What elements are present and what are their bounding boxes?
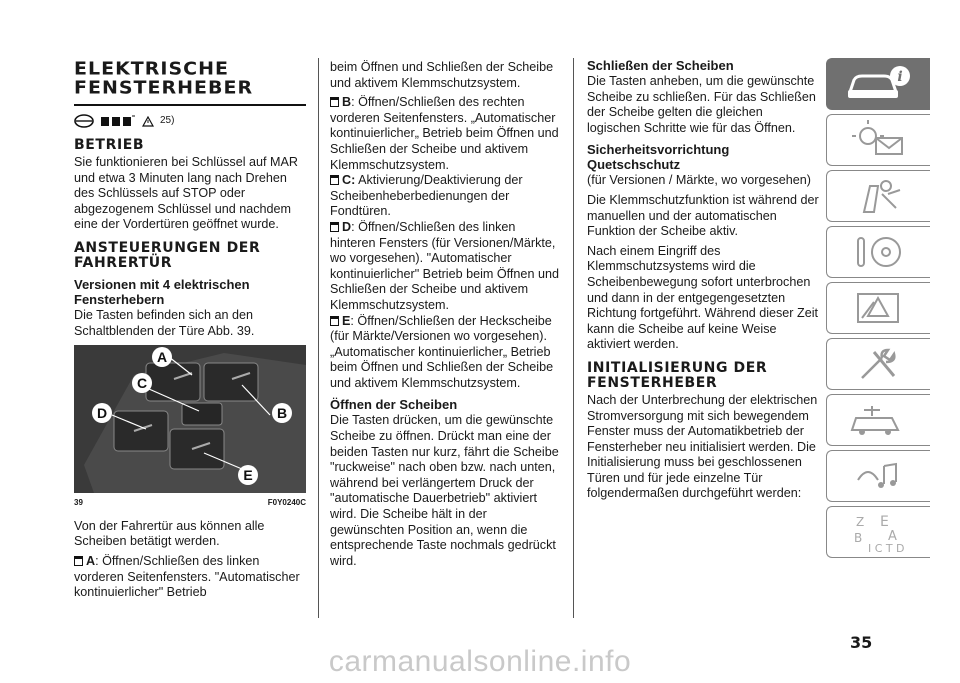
tab-multimedia[interactable] (826, 450, 930, 502)
chapter-tabs (826, 58, 930, 562)
warning-lights-icon (844, 120, 914, 160)
svg-text:A: A (887, 529, 897, 544)
sicherheit-text-2: Nach einem Eingriff des Klemmschutzsystems wird die Scheibenbewegung sofort unterbrochen und dann in der entgegengesetzten Richtung fortgeführt. Während dieser Zeit kann die Scheibe auf keine Weise aktiviert werden. (587, 243, 818, 352)
svg-text:Z: Z (855, 515, 864, 529)
page-number: 35 (850, 633, 873, 652)
von-text: Von der Fahrertür aus können alle Scheiben betätigt werden. (74, 518, 265, 549)
figure-number: 39 (74, 498, 83, 508)
svg-text:E: E (879, 514, 889, 530)
heading-versionen: Versionen mit 4 elektrischen Fensterhebern (74, 276, 250, 307)
column-3 (587, 58, 819, 506)
car-info-icon (844, 64, 914, 104)
tab-safety[interactable] (826, 170, 930, 222)
window-switch-icon (100, 114, 136, 128)
maintenance-tools-icon (844, 344, 914, 384)
button-bullet-icon (330, 316, 339, 326)
button-bullet-icon (330, 97, 339, 107)
heading-oeffnen: Öffnen der Scheiben (330, 397, 458, 413)
sicherheit-text-1: Die Klemmschutzfunktion ist während der manuellen und der automatischen Funktion der Scheibe aktiv. (587, 192, 819, 239)
svg-text:i: i (896, 69, 903, 85)
tab-technical-data[interactable] (826, 394, 930, 446)
steering-key-icon (844, 232, 914, 272)
heading-betrieb: BETRIEB (74, 137, 145, 153)
item-e: E: Öffnen/Schließen der Heckscheibe (für Märkte/Versionen wo vorgesehen). „Automatischer kontinuierlicher„ Betrieb beim Öffnen und Schließen der Scheibe und aktivem Klemmschutzsystem. (330, 313, 554, 390)
button-bullet-icon (74, 556, 83, 566)
watermark: carmanualsonline.info (328, 645, 632, 678)
specs-car-icon (844, 400, 914, 440)
index-letters-icon (844, 510, 914, 554)
svg-text:D: D (895, 542, 904, 554)
button-bullet-icon (330, 222, 339, 232)
figure-code: F0Y0240C (267, 498, 306, 508)
item-c: C: Aktivierung/Deaktivierung der Scheibenheberbedienungen der Fondtüren. (330, 173, 523, 219)
airbag-seat-icon (844, 176, 914, 216)
column-2 (330, 60, 562, 573)
callout-c: C (136, 375, 148, 392)
heading-schliessen: Schließen der Scheiben (587, 58, 734, 73)
door-panel-illustration (74, 345, 306, 493)
heading-ansteuerungen: ANSTEUERUNGEN DER FAHRERTÜR (74, 239, 261, 271)
tab-index[interactable] (826, 506, 930, 558)
heading-sicherheit: Sicherheitsvorrichtung Quetschschutz (587, 142, 730, 173)
callout-d: D (96, 405, 108, 422)
column-divider (318, 58, 319, 618)
tab-warning-lights[interactable] (826, 114, 930, 166)
schliessen-text: Die Tasten anheben, um die gewünschte Scheibe zu schließen. Für das Schließen der Scheibe gelten die gleichen logischen Schritte wie für das Öffnen. (587, 74, 816, 135)
callout-a: A (156, 349, 168, 366)
svg-text:I C T: I C T (867, 542, 893, 554)
figure-caption (74, 495, 306, 511)
item-b: B: Öffnen/Schließen des rechten vorderen Seitenfensters. „Automatischer kontinuierlicher„ Betrieb beim Öffnen und Schließen der Scheibe und aktivem Klemmschutzsystem. (330, 95, 559, 172)
callout-b: B (276, 405, 288, 422)
icon-row (74, 112, 306, 130)
svg-text:B: B (853, 531, 862, 545)
item-a: A: Öffnen/Schließen des linken vorderen Seitenfensters. "Automatischer kontinuierlicher" Betrieb (74, 553, 300, 600)
section-title: ELEKTRISCHE FENSTERHEBER (74, 58, 254, 99)
init-text: Nach der Unterbrechung der elektrischen Stromversorgung mit sich bewegendem Fenster muss der Automatikbetrieb der Fensterheber neu initialisiert werden. Die Initialisierung muss bei geschlossenen Türen und für jede einzelne Tür folgendermaßen durchgeführt werden: (587, 392, 818, 501)
column-divider (573, 58, 574, 618)
title-rule (74, 104, 306, 106)
steering-wheel-icon (74, 114, 94, 128)
tab-starting-driving[interactable] (826, 226, 930, 278)
callout-e: E (243, 467, 253, 484)
tab-maintenance[interactable] (826, 338, 930, 390)
continued-text: beim Öffnen und Schließen der Scheibe und aktivem Klemmschutzsystem. (330, 60, 554, 90)
oeffnen-text: Die Tasten drücken, um die gewünschte Scheibe zu öffnen. Drückt man eine der beiden Tasten nur kurz, fährt die Scheibe "ruckweise" nach oben bzw. nach unten, während bei verlängertem Druck der "automatische Dauerbetrieb" aktiviert wird. Die Scheibe hält in der gewünschten Position an, wenn die entsprechende Taste nochmals gedrückt wird. (330, 413, 559, 568)
warning-triangle-icon (142, 116, 154, 127)
item-d: D: Öffnen/Schließen des linken hinteren Fensters (für Versionen/Märkte, wo vorgesehen). "Automatischer kontinuierlicher" Betrieb beim Öffnen und Schließen der Scheibe und aktivem Klemmschutzsystem. (330, 219, 559, 312)
sicherheit-note: (für Versionen / Märkte, wo vorgesehen) (587, 173, 811, 188)
versionen-text: Die Tasten befinden sich an den Schaltblenden der Türe Abb. 39. (74, 307, 255, 338)
roadside-warning-icon (844, 288, 914, 328)
heading-initialisierung: INITIALISIERUNG DER FENSTERHEBER (587, 359, 768, 391)
warning-ref: 25) (160, 115, 175, 127)
betrieb-text: Sie funktionieren bei Schlüssel auf MAR und etwa 3 Minuten lang nach Drehen des Schlüssels auf STOP oder abgezogenem Schlüssel und nachdem eine der Vordertüren geöffnet wurde. (74, 155, 299, 232)
button-bullet-icon (330, 175, 339, 185)
tab-car-info[interactable] (826, 58, 930, 110)
column-1 (74, 58, 306, 601)
tab-emergency[interactable] (826, 282, 930, 334)
multimedia-icon (844, 456, 914, 496)
figure-39-door-switches (74, 345, 306, 493)
